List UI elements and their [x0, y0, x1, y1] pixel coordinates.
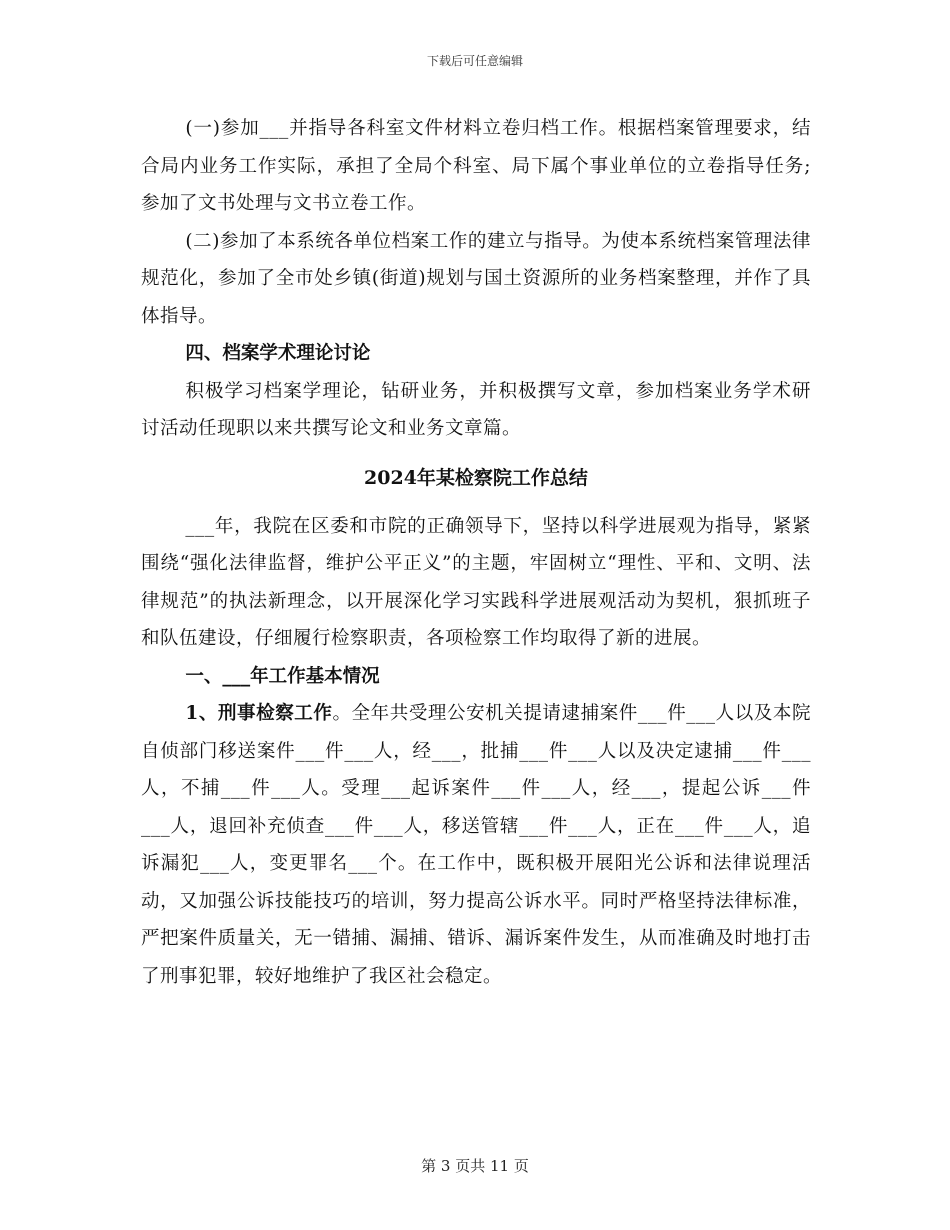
article-title: 2024年某检察院工作总结 — [364, 466, 588, 489]
paragraph-intro: ___年，我院在区委和市院的正确领导下，坚持以科学进展观为指导，紧紧围绕“强化法律监督，维护公平正义”的主题，牢固树立“理性、平和、文明、法律规范”的执法新理念，以开展深化学习实践科学进展观活动为契机，狠抓班子和队伍建设，仔细履行检察职责，各项检察工作均取得了新的进展。 — [141, 515, 811, 649]
item-lead-criminal: 1、刑事检察工作 — [185, 703, 333, 724]
paragraph-system-archives: (二)参加了本系统各单位档案工作的建立与指导。为使本系统档案管理法律规范化，参加了全市处乡镇(街道)规划与国土资源所的业务档案整理，并作了具体指导。 — [141, 230, 811, 327]
paragraph-criminal-prosecution — [141, 695, 811, 995]
section-heading-academic: 四、档案学术理论讨论 — [185, 343, 371, 364]
page-header: 下载后可任意编辑 — [426, 54, 523, 68]
paragraph-archive-guidance: (一)参加___并指导各科室文件材料立卷归档工作。根据档案管理要求，结合局内业务工作实际，承担了全局个科室、局下属个事业单位的立卷指导任务;参加了文书处理与文书立卷工作。 — [141, 118, 811, 214]
item-body-criminal: 。全年共受理公安机关提请逮捕案件___件___人以及本院自侦部门移送案件___件___人，经___，批捕___件___人以及决定逮捕___件___人，不捕___件___人。受理___起诉案件___件___人，经___，提起公诉___件___人，退回补充侦查___件___人，移送管辖___件___人，正在___件___人，追诉漏犯___人，变更罪名___个。在工作中，既积极开展阳光公诉和法律说理活动，又加强公诉技能技巧的培训，努力提高公诉水平。同时严格坚持法律标准，严把案件质量关，无一错捕、漏捕、错诉、漏诉案件发生，从而准确及时地打击了刑事犯罪，较好地维护了我区社会稳定。 — [141, 703, 811, 987]
section-heading-basic-situation: 一、___年工作基本情况 — [185, 665, 380, 687]
paragraph-academic-research: 积极学习档案学理论，钻研业务，并积极撰写文章，参加档案业务学术研讨活动任现职以来共撰写论文和业务文章篇。 — [141, 380, 811, 439]
page-footer: 第 3 页共 11 页 — [421, 1157, 529, 1175]
document-body — [141, 110, 811, 995]
